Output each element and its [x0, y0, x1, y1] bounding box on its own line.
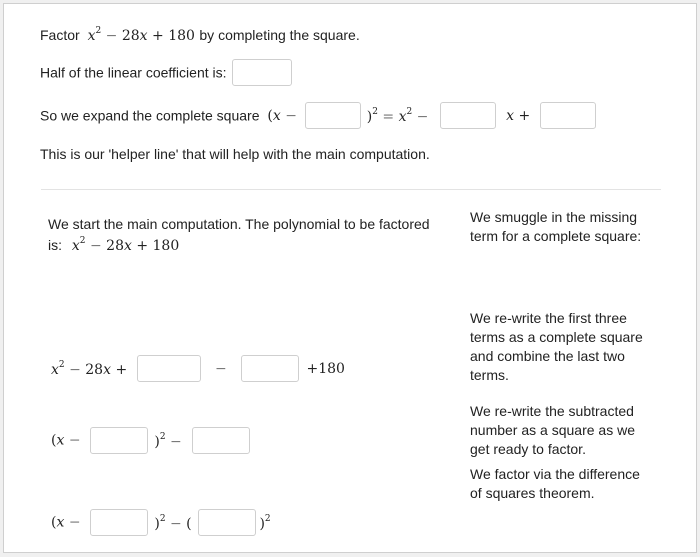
expand-input-1[interactable] [305, 102, 361, 129]
half-coefficient-row [40, 59, 292, 86]
main-is-label: is: [48, 237, 62, 253]
half-coefficient-label: Half of the linear coefficient is: [40, 64, 227, 81]
note-smuggle: We smuggle in the missing term for a complete square: [470, 209, 642, 244]
intro-polynomial: $x^2 - 28x + 180$ [87, 26, 200, 44]
row1-polynomial: $x^2 - 28x$ + [51, 359, 128, 378]
row2-input-2[interactable] [192, 427, 250, 454]
expand-row [40, 102, 596, 129]
row2-squared-minus: )$^2$ − [154, 431, 182, 450]
by-completing-text: by completing the square. [199, 27, 360, 43]
factor-word: Factor [40, 27, 80, 43]
main-polynomial: $x^2 - 28x + 180$ [71, 236, 180, 254]
row3-input-1[interactable] [90, 509, 148, 536]
expand-open-paren: (x − [267, 107, 297, 124]
helper-line-text: This is our 'helper line' that will help with the main computation. [40, 146, 430, 162]
row1-minus: − [214, 360, 227, 377]
row2-input-1[interactable] [90, 427, 148, 454]
row3-open-paren: (x − [51, 514, 81, 531]
computation-row-3 [51, 509, 271, 536]
expand-input-2[interactable] [440, 102, 496, 129]
expand-x-plus: x + [506, 107, 531, 124]
row3-close-squared: )$^2$ [259, 513, 271, 532]
note-factor-via: We factor via the difference of squares theorem. [470, 466, 640, 501]
section-divider [41, 189, 661, 190]
computation-row-1 [51, 355, 345, 382]
row1-input-2[interactable] [241, 355, 299, 382]
row3-squared-minus: )$^2$ − ( [154, 513, 192, 532]
row1-constant: +180 [306, 360, 345, 377]
row1-input-1[interactable] [137, 355, 201, 382]
row3-input-2[interactable] [198, 509, 256, 536]
question-card [3, 3, 697, 553]
expand-equals: )$^2 = x^2$ − [366, 106, 429, 125]
main-polynomial-row [48, 236, 179, 254]
question-title [40, 26, 360, 44]
computation-row-2 [51, 427, 250, 454]
expand-input-3[interactable] [540, 102, 596, 129]
expand-label: So we expand the complete square [40, 107, 260, 124]
note-rewrite-first: We re-write the first three terms as a complete square and combine the last two terms. [470, 310, 643, 383]
half-coefficient-input[interactable] [232, 59, 292, 86]
main-start-text: We start the main computation. The polynomial to be factored [48, 216, 430, 232]
row2-open-paren: (x − [51, 432, 81, 449]
note-rewrite-subtracted: We re-write the subtracted number as a square as we get ready to factor. [470, 403, 635, 457]
